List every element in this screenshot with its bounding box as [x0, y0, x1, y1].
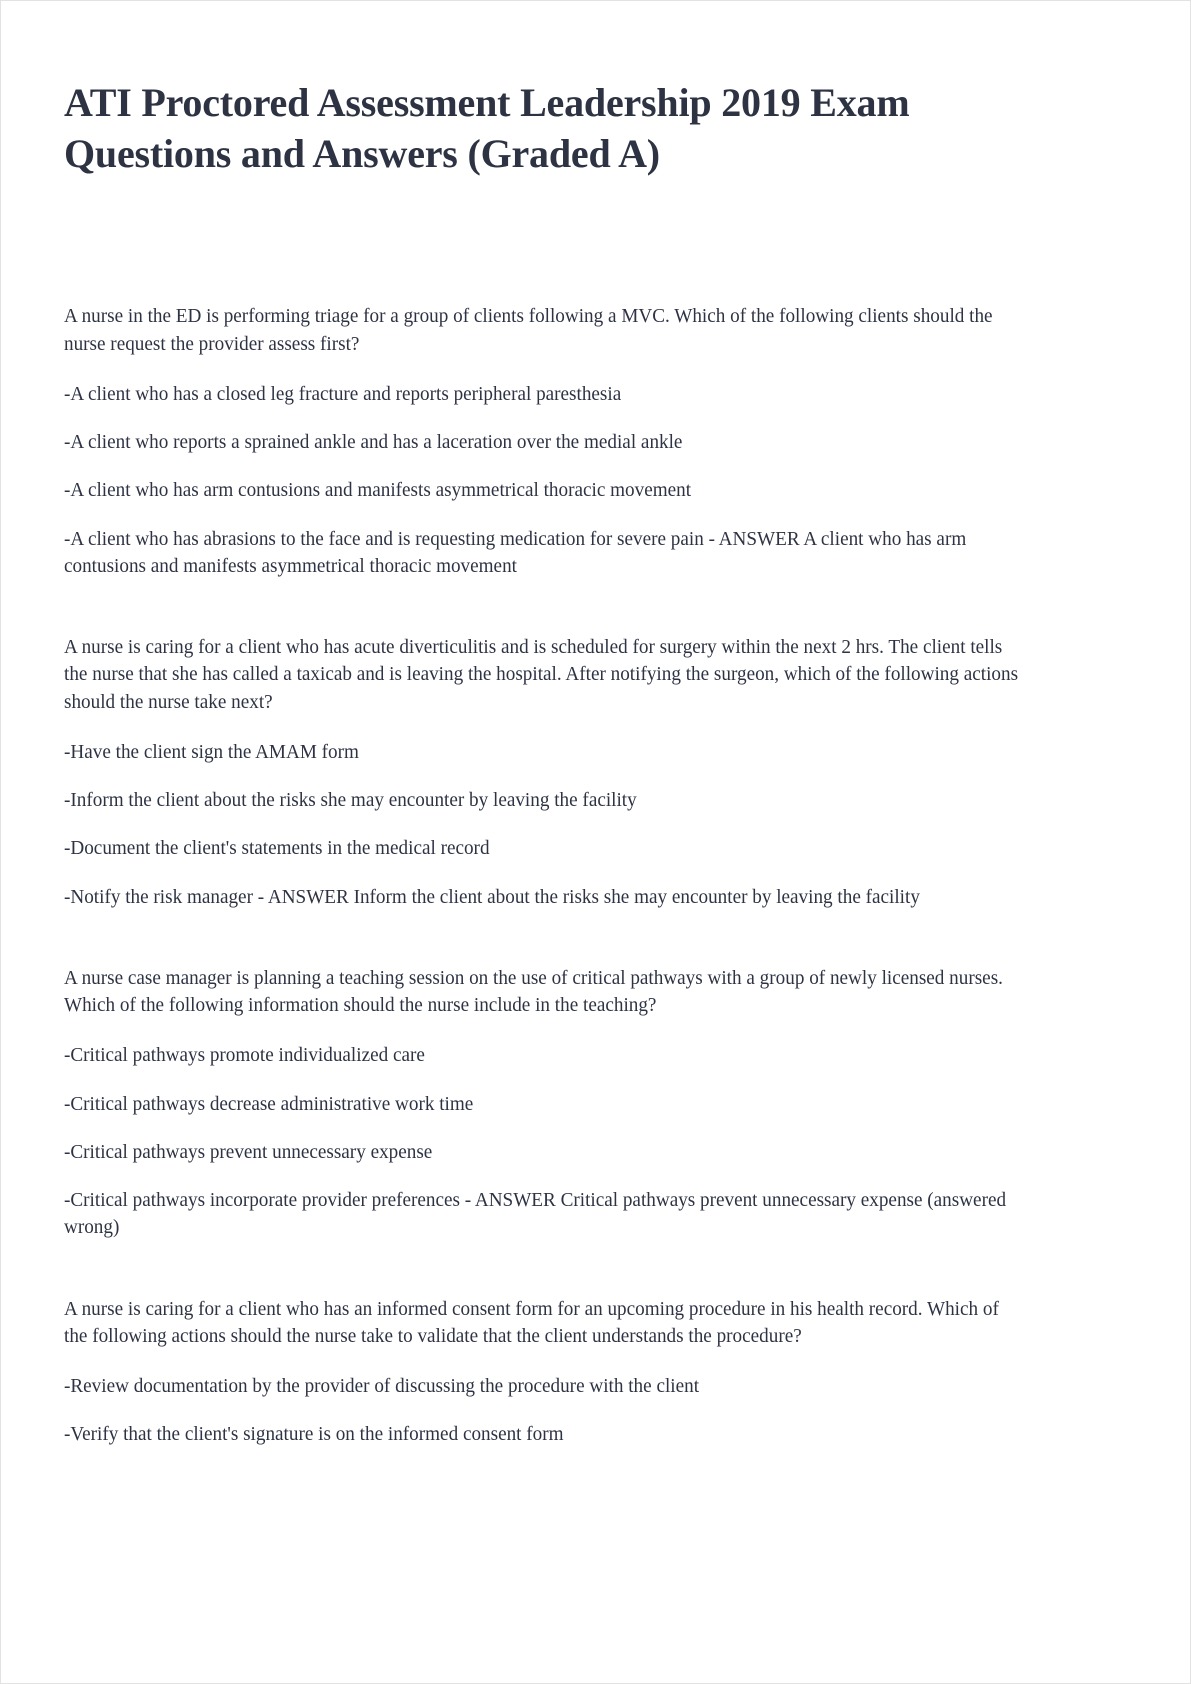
- answer-option: -Critical pathways promote individualized care: [64, 1044, 425, 1067]
- question-stem: A nurse is caring for a client who has an informed consent form for an upcoming procedure in his health record. Which of the following actions should the nurse take to validate that the client understands the procedure?: [64, 1297, 999, 1347]
- question-stem: A nurse is caring for a client who has acute diverticulitis and is scheduled for surgery within the next 2 hrs. The client tells the nurse that she has called a taxicab and is leaving the hospital. After notifying the surgeon, which of the following actions should the nurse take next?: [64, 636, 1019, 713]
- question-stem: A nurse case manager is planning a teaching session on the use of critical pathways with a group of newly licensed nurses. Which of the following information should the nurse include in the teaching?: [64, 966, 1003, 1017]
- document-content: [64, 77, 1019, 1449]
- answer-option-with-answer: -A client who has abrasions to the face and is requesting medication for severe pain - ANSWER A client who has arm contusions and manifests asymmetrical thoracic movement: [64, 527, 967, 577]
- answer-option: -Document the client's statements in the medical record: [64, 837, 490, 860]
- answer-option: -Critical pathways decrease administrative work time: [64, 1092, 474, 1115]
- answer-option: -A client who has a closed leg fracture and reports peripheral paresthesia: [64, 382, 622, 405]
- answer-option-with-answer: -Critical pathways incorporate provider preferences - ANSWER Critical pathways prevent unnecessary expense (answered wrong): [64, 1189, 1007, 1239]
- answer-option: -Have the client sign the AMAM form: [64, 740, 359, 763]
- answer-option: -A client who reports a sprained ankle and has a laceration over the medial ankle: [64, 431, 683, 454]
- answer-option: -Critical pathways prevent unnecessary expense: [64, 1140, 433, 1163]
- answer-option: -Inform the client about the risks she may encounter by leaving the facility: [64, 789, 637, 812]
- document-body: [64, 303, 1019, 1448]
- question-stem: A nurse in the ED is performing triage for a group of clients following a MVC. Which of the following clients should the nurse request the provider assess first?: [64, 305, 993, 355]
- answer-option-with-answer: -Notify the risk manager - ANSWER Inform the client about the risks she may encounter by leaving the facility: [64, 885, 920, 908]
- question-block-3: [64, 965, 1019, 1242]
- question-block-2: [64, 634, 1019, 911]
- question-block-4: [64, 1296, 1019, 1449]
- answer-option: -Verify that the client's signature is on the informed consent form: [64, 1423, 564, 1446]
- answer-option: -Review documentation by the provider of discussing the procedure with the client: [64, 1375, 700, 1398]
- page-title: ATI Proctored Assessment Leadership 2019 Exam Questions and Answers (Graded A): [64, 80, 910, 177]
- question-block-1: [64, 303, 1019, 580]
- answer-option: -A client who has arm contusions and manifests asymmetrical thoracic movement: [64, 479, 692, 502]
